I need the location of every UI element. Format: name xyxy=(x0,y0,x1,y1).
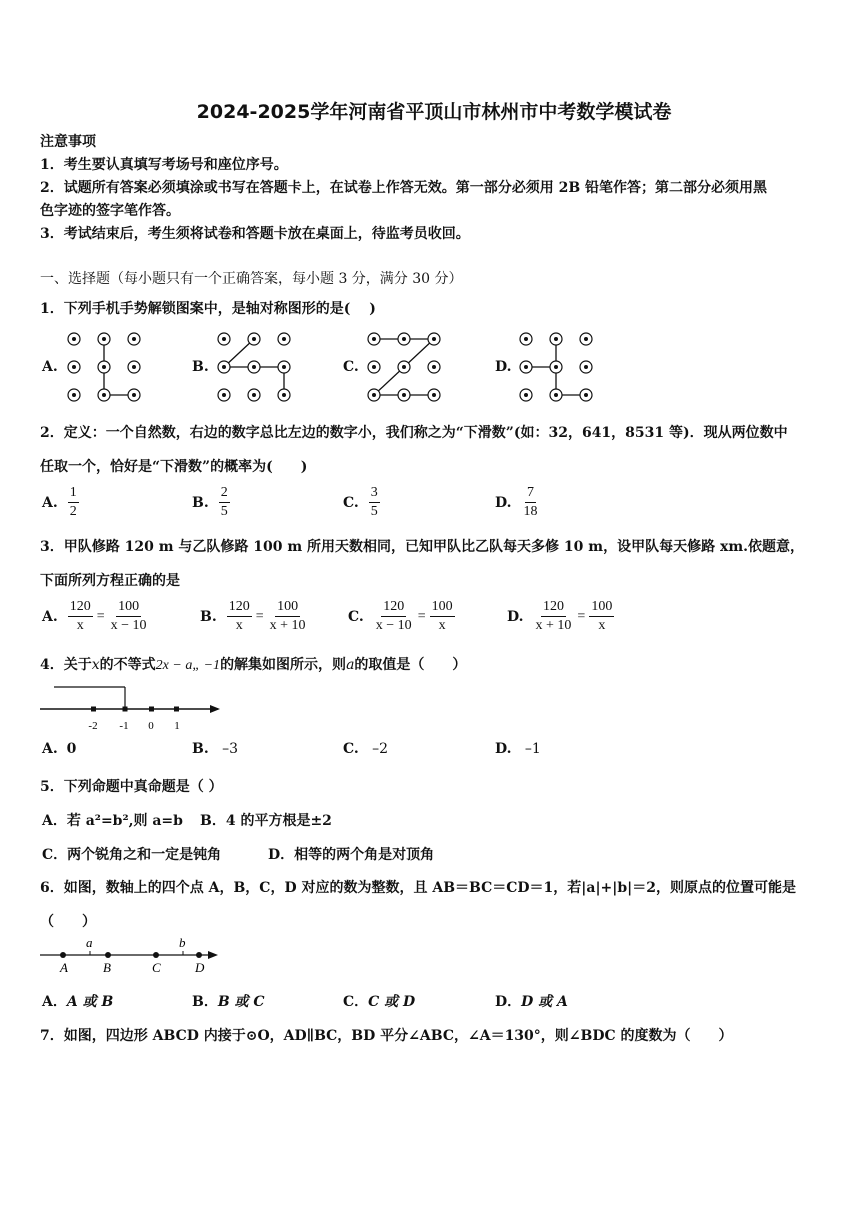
q2-option-c xyxy=(343,484,380,521)
q3-option-a-label: A. xyxy=(42,608,58,625)
q1-option-c-label: C. xyxy=(343,359,359,375)
tick-minus-2 xyxy=(91,707,96,712)
notice-heading: 注意事项 xyxy=(40,134,96,150)
q4-option-d: D. –1 xyxy=(495,741,541,757)
label-a-point: A xyxy=(60,960,68,975)
unlock-dot-center xyxy=(72,393,76,397)
q1-option-b-label: B. xyxy=(192,359,209,375)
question-6-line-2: （ ） xyxy=(40,914,96,930)
q2-option-c-label: C. xyxy=(343,494,359,511)
unlock-dot-center xyxy=(222,337,226,341)
q4-option-b: B. –3 xyxy=(192,741,238,757)
unlock-dot-center xyxy=(524,337,528,341)
question-2-line-2: 任取一个，恰好是“下滑数”的概率为( ) xyxy=(40,459,308,475)
unlock-dot-center xyxy=(72,365,76,369)
point-b xyxy=(105,952,111,958)
unlock-dot-center xyxy=(554,337,558,341)
question-3-line-1: 3．甲队修路 120 m 与乙队修路 100 m 所用天数相同，已知甲队比乙队每天多修 10 m，设甲队每天修路 xm.依题意， xyxy=(40,539,805,555)
tick-label-minus-1: -1 xyxy=(119,720,129,732)
q6-option-a: A．A 或 B xyxy=(42,994,114,1010)
tick-label-0: 0 xyxy=(148,720,154,732)
q3-b-left: $\frac{120}{x}$ xyxy=(228,599,250,633)
unlock-dot-center xyxy=(132,393,136,397)
axis-arrow xyxy=(210,705,220,713)
point-d xyxy=(196,952,202,958)
q1-pattern-d xyxy=(512,327,602,407)
q1-option-a-label: A. xyxy=(42,359,58,375)
question-3-line-2: 下面所列方程正确的是 xyxy=(40,573,180,589)
q3-option-b: B. $\frac{120}{x}$ = $\frac{100}{x + 10}$ xyxy=(200,599,306,633)
label-a-value: a xyxy=(86,935,93,950)
question-1: 1．下列手机手势解锁图案中，是轴对称图形的是( ) xyxy=(40,301,376,317)
unlock-dot-center xyxy=(432,393,436,397)
unlock-dot-center xyxy=(554,393,558,397)
unlock-dot-center xyxy=(402,337,406,341)
notice-item-2-cont: 色字迹的签字笔作答。 xyxy=(40,203,180,219)
unlock-dot-center xyxy=(372,337,376,341)
unlock-dot-center xyxy=(102,365,106,369)
question-4: 4．关于x的不等式2x − a„ −1的解集如图所示，则a的取值是（ ） xyxy=(40,657,467,673)
q3-option-a: A. $\frac{120}{x}$ = $\frac{100}{x - 10}$ xyxy=(42,599,147,633)
q4-number-line xyxy=(38,682,228,734)
section-heading: 一、选择题（每小题只有一个正确答案，每小题 3 分，满分 30 分） xyxy=(40,271,463,287)
unlock-dot-center xyxy=(252,365,256,369)
unlock-dot-center xyxy=(372,365,376,369)
unlock-dot-center xyxy=(524,365,528,369)
notice-item-2: 2．试题所有答案必须填涂或书写在答题卡上，在试卷上作答无效。第一部分必须用 2B 铅笔作答；第二部分必须用黑 xyxy=(40,180,768,196)
unlock-dot-center xyxy=(102,393,106,397)
unlock-dot-center xyxy=(554,365,558,369)
unlock-dot-center xyxy=(584,393,588,397)
q1-pattern-a xyxy=(60,327,150,407)
point-c xyxy=(153,952,159,958)
q5-option-a: A．若 a²=b²,则 a=b xyxy=(42,813,183,829)
q2-option-c-fraction: $\frac{3}{5}$ xyxy=(370,485,378,519)
tick-label-minus-2: -2 xyxy=(88,720,98,732)
label-d-point: D xyxy=(195,960,205,975)
q2-option-a xyxy=(42,484,79,521)
tick-0 xyxy=(149,707,154,712)
tick-label-1: 1 xyxy=(174,720,180,732)
question-2-line-1: 2．定义：一个自然数，右边的数字总比左边的数字小，我们称之为“下滑数”(如：32，641，8531 等)．现从两位数中 xyxy=(40,425,788,441)
q3-b-right: $\frac{100}{x + 10}$ xyxy=(269,599,306,633)
q1-option-d-label: D. xyxy=(495,359,512,375)
q1-pattern-c xyxy=(360,327,450,407)
unlock-dot-center xyxy=(584,365,588,369)
q5-option-d: D．相等的两个角是对顶角 xyxy=(268,847,435,863)
unlock-dot-center xyxy=(222,393,226,397)
q2-option-a-fraction: $\frac{1}{2}$ xyxy=(69,485,77,519)
q3-option-d: D. $\frac{120}{x + 10}$ = $\frac{100}{x}$ xyxy=(507,599,613,633)
unlock-dot-center xyxy=(282,365,286,369)
q2-option-b-label: B. xyxy=(192,494,209,511)
label-b-point: B xyxy=(103,960,111,975)
q3-option-c: C. $\frac{120}{x - 10}$ = $\frac{100}{x}$ xyxy=(348,599,453,633)
unlock-dot-center xyxy=(402,365,406,369)
unlock-dot-center xyxy=(222,365,226,369)
unlock-dot-center xyxy=(402,393,406,397)
q6-number-line xyxy=(38,934,228,978)
q2-option-b-fraction: $\frac{2}{5}$ xyxy=(220,485,228,519)
unlock-dot-center xyxy=(524,393,528,397)
q4-option-c: C. –2 xyxy=(343,741,389,757)
q2-option-d-fraction: $\frac{7}{18}$ xyxy=(523,485,538,519)
q3-a-right: $\frac{100}{x - 10}$ xyxy=(110,599,147,633)
q4-option-a: A. 0 xyxy=(42,741,77,757)
unlock-dot-center xyxy=(282,337,286,341)
notice-item-3: 3．考试结束后，考生须将试卷和答题卡放在桌面上，待监考员收回。 xyxy=(40,226,470,242)
q3-option-d-label: D. xyxy=(507,608,524,625)
q3-a-left: $\frac{120}{x}$ xyxy=(69,599,91,633)
unlock-dot-center xyxy=(252,337,256,341)
q6-option-d: D．D 或 A xyxy=(495,994,568,1010)
q3-c-left: $\frac{120}{x - 10}$ xyxy=(375,599,412,633)
q6-axis-arrow xyxy=(208,951,218,959)
label-c-point: C xyxy=(152,960,161,975)
point-a xyxy=(60,952,66,958)
unlock-dot-center xyxy=(132,365,136,369)
q3-d-left: $\frac{120}{x + 10}$ xyxy=(535,599,572,633)
unlock-dot-center xyxy=(282,393,286,397)
q2-option-d-label: D. xyxy=(495,494,512,511)
unlock-dot-center xyxy=(584,337,588,341)
unlock-dot-center xyxy=(72,337,76,341)
q6-option-b: B．B 或 C xyxy=(192,994,265,1010)
unlock-dot-center xyxy=(432,365,436,369)
page-title: 2024-2025学年河南省平顶山市林州市中考数学模试卷 xyxy=(196,101,672,123)
q3-d-right: $\frac{100}{x}$ xyxy=(591,599,613,633)
tick-minus-1 xyxy=(123,707,128,712)
label-b-value: b xyxy=(179,935,186,950)
question-5: 5．下列命题中真命题是（ ） xyxy=(40,779,223,795)
tick-1 xyxy=(174,707,179,712)
q1-pattern-b xyxy=(210,327,300,407)
q6-option-c: C．C 或 D xyxy=(343,994,416,1010)
question-7: 7．如图，四边形 ABCD 内接于⊙O，AD∥BC，BD 平分∠ABC，∠A＝130°，则∠BDC 的度数为（ ） xyxy=(40,1028,733,1044)
q3-option-c-label: C. xyxy=(348,608,364,625)
q3-c-right: $\frac{100}{x}$ xyxy=(431,599,453,633)
q2-option-b xyxy=(192,484,230,521)
notice-item-1: 1．考生要认真填写考场号和座位序号。 xyxy=(40,157,288,173)
q5-option-b: B．4 的平方根是±2 xyxy=(200,813,332,829)
q2-option-a-label: A. xyxy=(42,494,58,511)
unlock-dot-center xyxy=(252,393,256,397)
unlock-dot-center xyxy=(372,393,376,397)
unlock-dot-center xyxy=(132,337,136,341)
q2-option-d xyxy=(495,484,540,521)
q3-option-b-label: B. xyxy=(200,608,217,625)
q5-option-c: C．两个锐角之和一定是钝角 xyxy=(42,847,222,863)
question-6-line-1: 6．如图，数轴上的四个点 A，B，C，D 对应的数为整数，且 AB＝BC＝CD＝1，若|a|+|b|＝2，则原点的位置可能是 xyxy=(40,880,796,896)
unlock-dot-center xyxy=(102,337,106,341)
unlock-dot-center xyxy=(432,337,436,341)
